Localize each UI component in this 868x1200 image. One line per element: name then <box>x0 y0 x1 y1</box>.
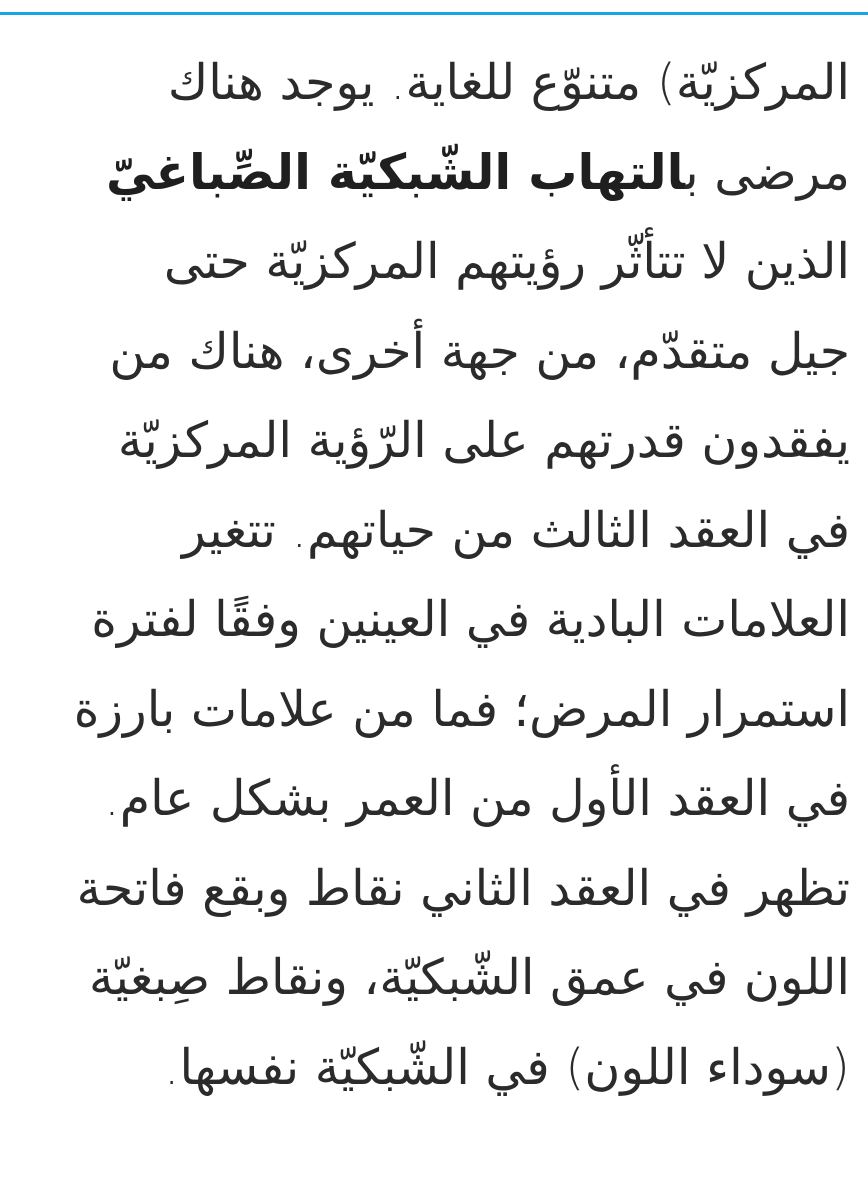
line-2-prefix: مرضى ب <box>685 143 850 201</box>
paragraph-line-12: (سوداء اللون) في الشّبكيّة نفسها. <box>163 1038 850 1096</box>
paragraph-line-2 <box>18 128 850 218</box>
accent-bar <box>0 12 868 15</box>
paragraph-line-4: جيل متقدّم، من جهة أخرى، هناك من <box>109 322 850 380</box>
article-body <box>18 38 850 1112</box>
paragraph-line-7: العلامات البادية في العينين وفقًا لفترة <box>91 591 850 648</box>
paragraph-line-6: في العقد الثالث من حياتهم. تتغير <box>182 501 850 559</box>
paragraph-line-1: المركزيّة) متنوّع للغاية. يوجد هناك <box>167 54 850 111</box>
paragraph-line-8: استمرار المرض؛ فما من علامات بارزة <box>73 680 850 738</box>
paragraph-line-5: يفقدون قدرتهم على الرّؤية المركزيّة <box>117 412 850 469</box>
top-divider <box>0 0 868 26</box>
paragraph-line-11: اللون في عمق الشّبكيّة، ونقاط صِبغيّة <box>88 949 850 1006</box>
highlighted-term: التهاب الشّبكيّة الصِّباغيّ <box>105 143 686 201</box>
paragraph-line-3: الذين لا تتأثّر رؤيتهم المركزيّة حتى <box>163 233 850 290</box>
paragraph-line-10: تظهر في العقد الثاني نقاط وبقع فاتحة <box>76 859 850 917</box>
paragraph-line-9: في العقد الأول من العمر بشكل عام. <box>104 770 850 827</box>
